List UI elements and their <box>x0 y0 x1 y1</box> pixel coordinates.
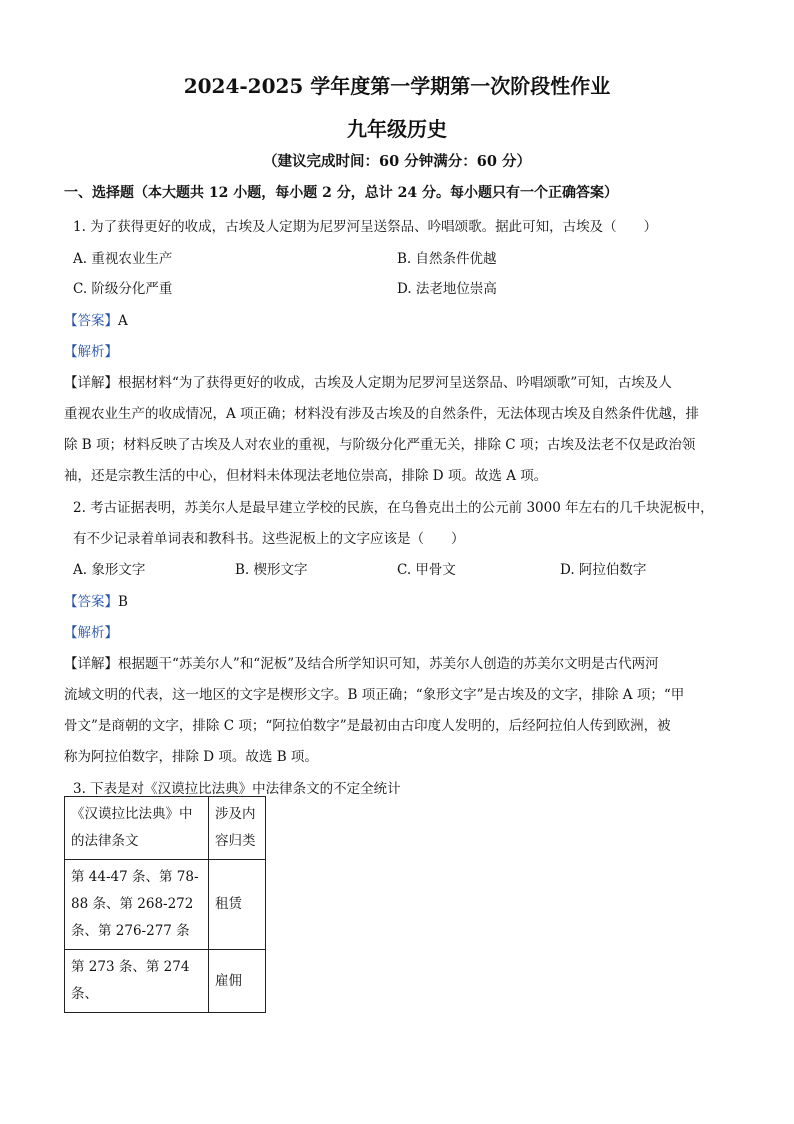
table-header-row <box>65 797 266 860</box>
q1-option-b: B. 自然条件优越 <box>397 251 497 267</box>
table-row <box>65 950 266 1013</box>
time-note: （建议完成时间：60 分钟满分：60 分） <box>263 153 531 170</box>
answer-tag: 【答案】 <box>64 313 118 329</box>
detail-tag: 【详解】 <box>64 656 118 672</box>
q2-stem-line-1: 2. 考古证据表明，苏美尔人是最早建立学校的民族，在乌鲁克出土的公元前 3000 年左右的几千块泥板中， <box>73 500 714 516</box>
q1-detail-line-4: 袖，还是宗教生活的中心，但材料未体现法老地位崇高，排除 D 项。故选 A 项。 <box>64 468 548 484</box>
q1-detail-line-1 <box>64 371 672 391</box>
q2-option-c: C. 甲骨文 <box>397 562 456 578</box>
q2-answer-value: B <box>118 594 128 610</box>
table-cell: 第 273 条、第 274 条、 <box>65 950 209 1013</box>
q1-answer <box>64 309 128 329</box>
section-heading: 一、选择题（本大题共 12 小题，每小题 2 分，总计 24 分。每小题只有一个正确答案） <box>64 185 618 201</box>
q2-analysis-tag: 【解析】 <box>64 625 118 641</box>
q2-detail-line-3: 骨文”是商朝的文字，排除 C 项；“阿拉伯数字”是最初由古印度人发明的，后经阿拉伯人传到欧洲，被 <box>64 718 671 734</box>
q2-detail-line-1 <box>64 652 659 672</box>
q3-stem: 3. 下表是对《汉谟拉比法典》中法律条文的不定全统计 <box>73 781 401 797</box>
q2-detail-text: 根据题干“苏美尔人”和“泥板”及结合所学知识可知，苏美尔人创造的苏美尔文明是古代两河 <box>118 656 659 672</box>
table-cell: 第 44-47 条、第 78-88 条、第 268-272 条、第 276-277 条 <box>65 860 209 950</box>
q2-detail-line-4: 称为阿拉伯数字，排除 D 项。故选 B 项。 <box>64 749 318 765</box>
table-row <box>65 860 266 950</box>
q1-stem: 1. 为了获得更好的收成，古埃及人定期为尼罗河呈送祭品、吟唱颂歌。据此可知，古埃及（ ） <box>73 219 658 235</box>
q1-answer-value: A <box>118 313 128 329</box>
law-statistics-table <box>64 796 266 1013</box>
table-header-cell: 涉及内容归类 <box>209 797 266 860</box>
table-cell: 租赁 <box>209 860 266 950</box>
answer-tag: 【答案】 <box>64 594 118 610</box>
q1-option-a: A. 重视农业生产 <box>73 251 173 267</box>
q1-detail-text: 根据材料“为了获得更好的收成，古埃及人定期为尼罗河呈送祭品、吟唱颂歌”可知，古埃及人 <box>118 375 672 391</box>
q1-option-c: C. 阶级分化严重 <box>73 281 173 297</box>
q1-analysis-tag: 【解析】 <box>64 344 118 360</box>
q2-option-a: A. 象形文字 <box>73 562 146 578</box>
q1-detail-line-2: 重视农业生产的收成情况，A 项正确；材料没有涉及古埃及的自然条件，无法体现古埃及自然条件优越，排 <box>64 406 700 422</box>
detail-tag: 【详解】 <box>64 375 118 391</box>
q2-detail-line-2: 流域文明的代表，这一地区的文字是楔形文字。B 项正确；“象形文字”是古埃及的文字，排除 A 项；“甲 <box>64 687 685 703</box>
q2-answer <box>64 590 128 610</box>
subject-title: 九年级历史 <box>347 117 447 141</box>
exam-title: 2024-2025 学年度第一学期第一次阶段性作业 <box>183 74 611 98</box>
table-header-cell: 《汉谟拉比法典》中的法律条文 <box>65 797 209 860</box>
q2-option-b: B. 楔形文字 <box>235 562 308 578</box>
q2-option-d: D. 阿拉伯数字 <box>560 562 647 578</box>
q1-option-d: D. 法老地位崇高 <box>397 281 497 297</box>
q1-detail-line-3: 除 B 项；材料反映了古埃及人对农业的重视，与阶级分化严重无关，排除 C 项；古埃及法老不仅是政治领 <box>64 437 696 453</box>
table-cell: 雇佣 <box>209 950 266 1013</box>
q2-stem-line-2: 有不少记录着单词表和教科书。这些泥板上的文字应该是（ ） <box>73 531 465 547</box>
